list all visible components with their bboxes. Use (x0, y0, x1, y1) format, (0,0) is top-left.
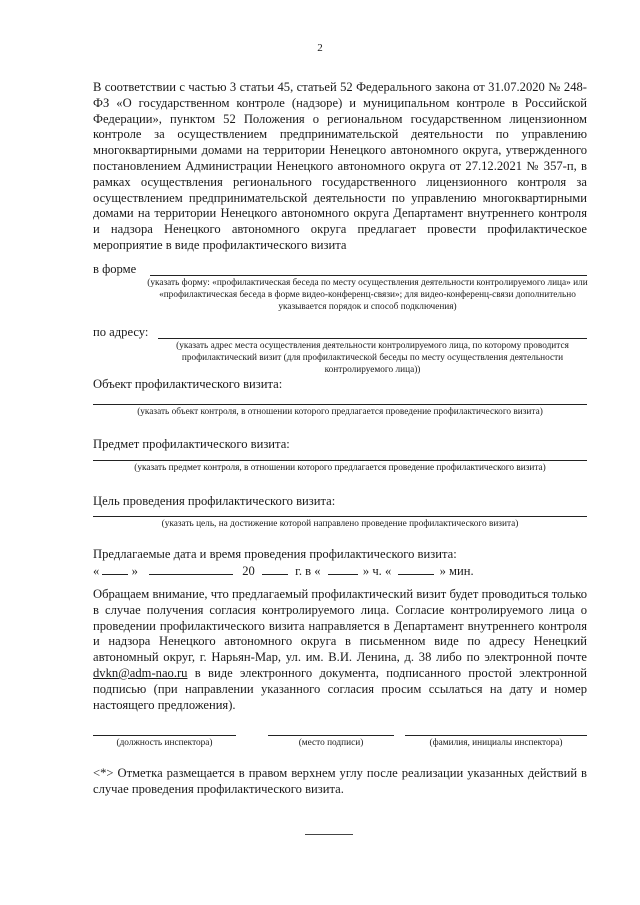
subject-label: Предмет профилактического визита: (93, 437, 290, 451)
goal-label: Цель проведения профилактического визита: (93, 494, 336, 508)
name-caption: (фамилия, инициалы инспектора) (429, 738, 563, 748)
object-input-line[interactable] (93, 404, 587, 405)
position-caption: (должность инспектора) (116, 738, 213, 748)
object-label: Объект профилактического визита: (93, 377, 283, 391)
address-input-line[interactable] (158, 338, 587, 339)
month-field[interactable] (149, 563, 233, 575)
year-prefix: 20 (242, 564, 255, 578)
day-close-quote: » (131, 564, 138, 578)
position-signature-line[interactable] (93, 735, 236, 736)
minutes-suffix: » мин. (439, 564, 474, 578)
consent-paragraph (93, 587, 587, 713)
place-signature-line[interactable] (268, 735, 394, 736)
consent-email-link[interactable]: dvkn@adm-nao.ru (93, 665, 188, 680)
date-label: Предлагаемые дата и время проведения профилактического визита: (93, 547, 457, 561)
address-note: (указать адрес места осуществления деятельности контролируемого лица, по которому проводится профилактический визит (для профилактической беседы по месту осуществления деятельности контролируемого лица)) (176, 341, 569, 375)
page-number: 2 (317, 42, 323, 54)
end-divider (305, 834, 353, 835)
hours-suffix: » ч. « (362, 564, 392, 578)
goal-note: (указать цель, на достижение которой направлено проведение профилактического визита) (161, 519, 519, 529)
year-suffix: г. в « (295, 564, 321, 578)
name-signature-line[interactable] (405, 735, 587, 736)
year-field[interactable] (262, 563, 288, 575)
form-label: в форме (93, 262, 137, 276)
footnote: <*> Отметка размещается в правом верхнем углу после реализации указанных действий в случае проведения профилактического визита. (93, 766, 587, 796)
consent-text-before-email: Обращаем внимание, что предлагаемый профилактический визит будет проводиться только в случае получения согласия контролируемого лица. Согласие контролируемого лица о проведении профилактического визита направляется в Департамент внутреннего контроля и надзора Ненецкого автономного округа в письменном виде по адресу Ненецкий автономный округ, г. Нарьян-Мар, ул. им. В.И. Ленина, д. 38 либо по электронной почте (93, 587, 587, 665)
day-field[interactable] (102, 563, 128, 575)
form-note: (указать форму: «профилактическая беседа по месту осуществления деятельности контролируемого лица» или «профилактическая беседа в форме видео-конференц-связи»; для видео-конференц-связи дополнительно указывается порядок и способ подключения) (147, 278, 588, 312)
intro-paragraph: В соответствии с частью 3 статьи 45, статьей 52 Федерального закона от 31.07.2020 № 248-ФЗ «О государственном контроле (надзоре) и муниципальном контроле в Российской Федерации», пунктом 52 Положения о региональном государственном лицензионном контроле за осуществлением предпринимательской деятельности по управлению многоквартирными домами на территории Ненецкого автономного округа, утвержденного постановлением Администрации Ненецкого автономного округа от 27.12.2021 № 357-п, в рамках осуществления регионального государственного лицензионного контроля за осуществлением предпринимательской деятельности по управлению многоквартирными домами на территории Ненецкого автономного округа Департамент внутреннего контроля и надзора Ненецкого автономного округа предлагает провести профилактическое мероприятие в виде профилактического визита (93, 80, 587, 252)
day-open-quote: « (93, 564, 100, 578)
subject-note: (указать предмет контроля, в отношении которого предлагается проведение профилактического визита) (134, 463, 546, 473)
date-time-row (93, 563, 587, 579)
minutes-field[interactable] (398, 563, 434, 575)
address-label: по адресу: (93, 325, 149, 339)
form-input-line[interactable] (150, 275, 587, 276)
hours-field[interactable] (328, 563, 358, 575)
consent-text-after-email: в виде электронного документа, подписанного простой электронной подписью (при направлении указанного согласия просим ссылаться на дату и номер настоящего предложения). (93, 665, 587, 712)
place-caption: (место подписи) (298, 738, 364, 748)
subject-input-line[interactable] (93, 460, 587, 461)
goal-input-line[interactable] (93, 516, 587, 517)
object-note: (указать объект контроля, в отношении которого предлагается проведение профилактического визита) (137, 407, 543, 417)
